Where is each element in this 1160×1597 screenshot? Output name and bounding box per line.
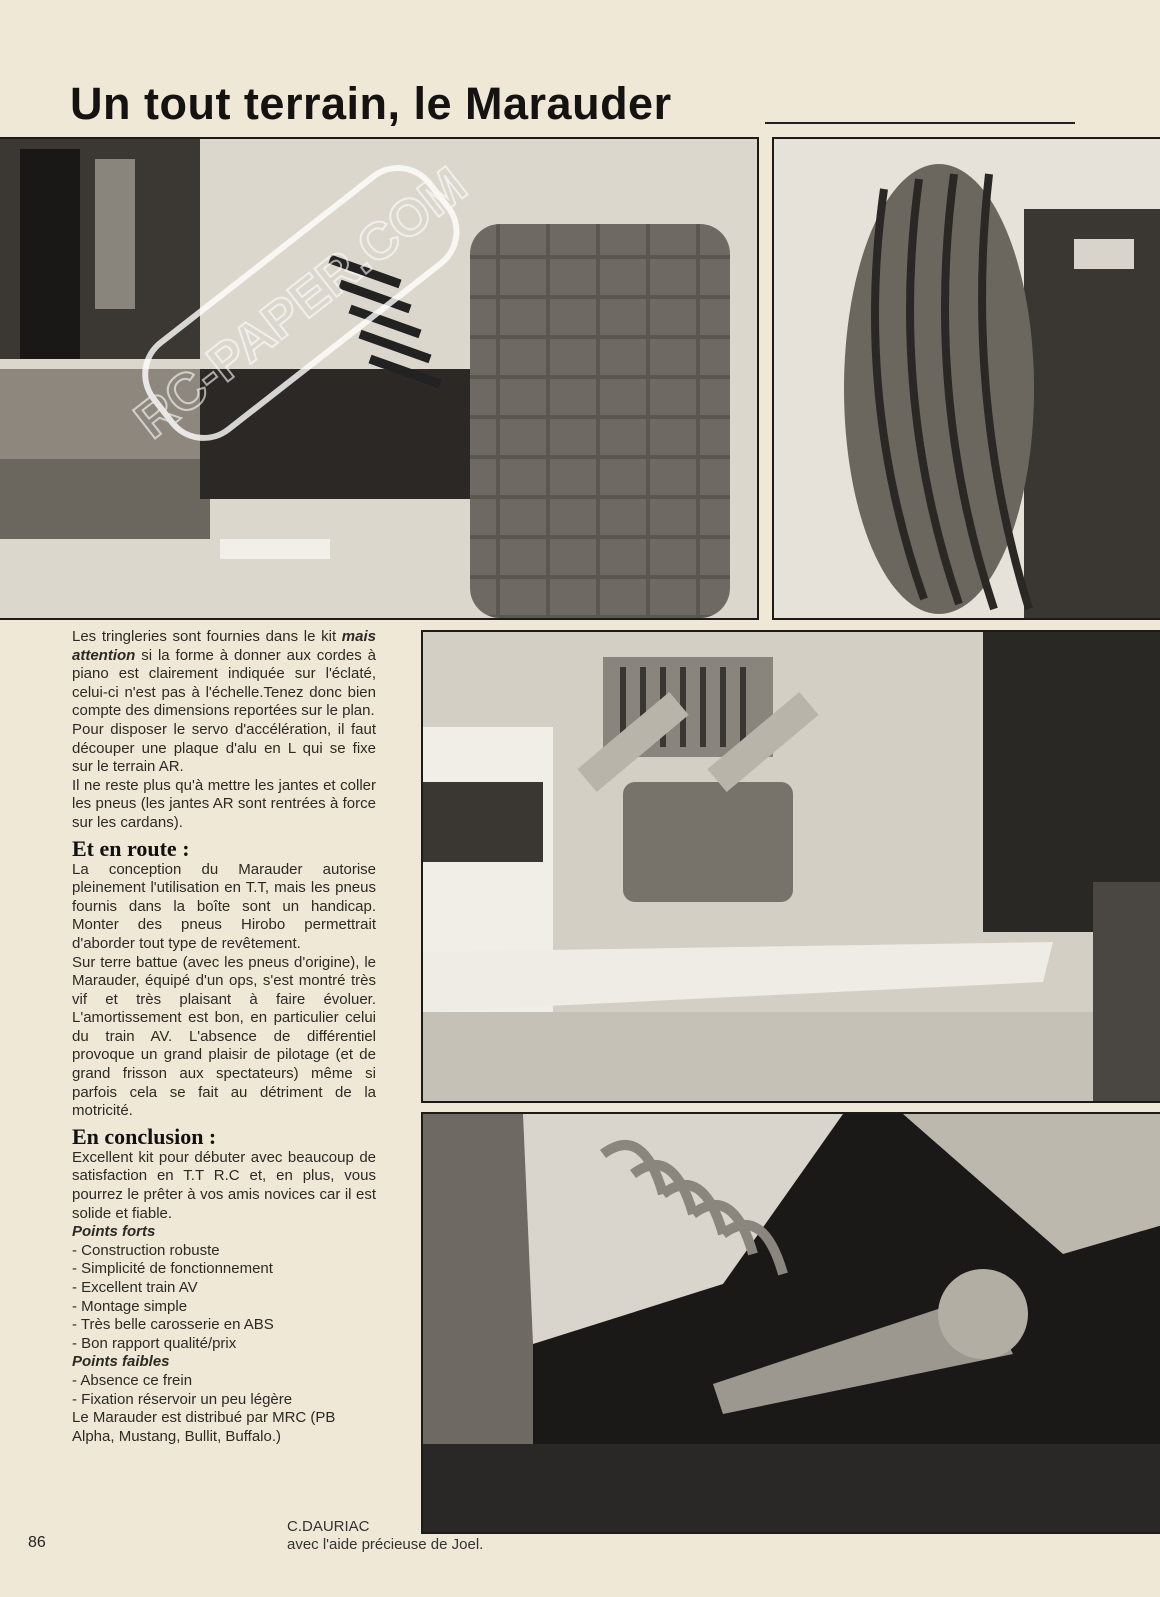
list-item: - Excellent train AV [72, 1279, 376, 1298]
list-item: - Simplicité de fonctionnement [72, 1260, 376, 1279]
photo-suspension [421, 1112, 1160, 1534]
list-item: - Absence ce frein [72, 1372, 376, 1391]
heading-et-en-route: Et en route : [72, 835, 190, 861]
paragraph-terre-battue: Sur terre battue (avec les pneus d'origine), le Marauder, équipé d'un ops, s'est montré très vif et très plaisant à faire évoluer. L'amortissement est bon, en particulier celui du train AV. L'absence de différentiel provoque un grand plaisir de pilotage (et de grand frisson aux spectateurs) même si parfois cela se fait au détriment de la motricité. [72, 953, 376, 1120]
paragraph-servo: Pour disposer le servo d'accélération, il faut découper une plaque d'alu en L qui se fixe sur le terrain AR. [72, 720, 376, 776]
article-body [72, 628, 376, 1446]
page-number: 86 [28, 1534, 46, 1551]
heading-en-conclusion: En conclusion : [72, 1123, 217, 1149]
list-item: - Très belle carosserie en ABS [72, 1316, 376, 1335]
photo-rear-tire [772, 137, 1160, 620]
points-forts-label: Points forts [72, 1223, 156, 1241]
author-thanks: avec l'aide précieuse de Joel. [287, 1536, 484, 1553]
watermark-stamp [90, 130, 510, 490]
paragraph-jantes: Il ne reste plus qu'à mettre les jantes et coller les pneus (les jantes AR sont rentrées à force sur les cardans). [72, 776, 376, 831]
paragraph-excellent-kit: Excellent kit pour débuter avec beaucoup de satisfaction en T.T R.C et, en plus, vous pourrez le prêter à vos amis novices car il est solide et fiable. [72, 1148, 376, 1222]
watermark-text: RC-PAPER.COM [124, 155, 478, 451]
paragraph-conception: La conception du Marauder autorise pleinement l'utilisation en T.T, mais les pneus fournis dans la boîte sont un handicap. Monter des pneus Hirobo permettrait d'aborder tout type de revêtement. [72, 860, 376, 952]
points-faibles-list [72, 1372, 376, 1409]
list-item: - Construction robuste [72, 1242, 376, 1261]
author-name: C.DAURIAC [287, 1518, 370, 1535]
points-faibles-label: Points faibles [72, 1353, 170, 1371]
list-item: - Fixation réservoir un peu légère [72, 1391, 376, 1410]
article-title: Un tout terrain, le Marauder [70, 78, 672, 129]
points-forts-list [72, 1242, 376, 1354]
photo-engine [421, 630, 1160, 1103]
list-item: - Montage simple [72, 1298, 376, 1317]
author-credits [287, 1518, 483, 1554]
title-rule [765, 122, 1075, 124]
paragraph-distribution: Le Marauder est distribué par MRC (PB Alpha, Mustang, Bullit, Buffalo.) [72, 1409, 336, 1445]
paragraph-tringleries: Les tringleries sont fournies dans le kit mais attention si la forme à donner aux cordes à piano est clairement indiquée sur l'éclaté, celui-ci n'est pas à l'échelle.Tenez donc bien compte des dimensions reportées sur le plan. [72, 628, 376, 720]
list-item: - Bon rapport qualité/prix [72, 1335, 376, 1354]
